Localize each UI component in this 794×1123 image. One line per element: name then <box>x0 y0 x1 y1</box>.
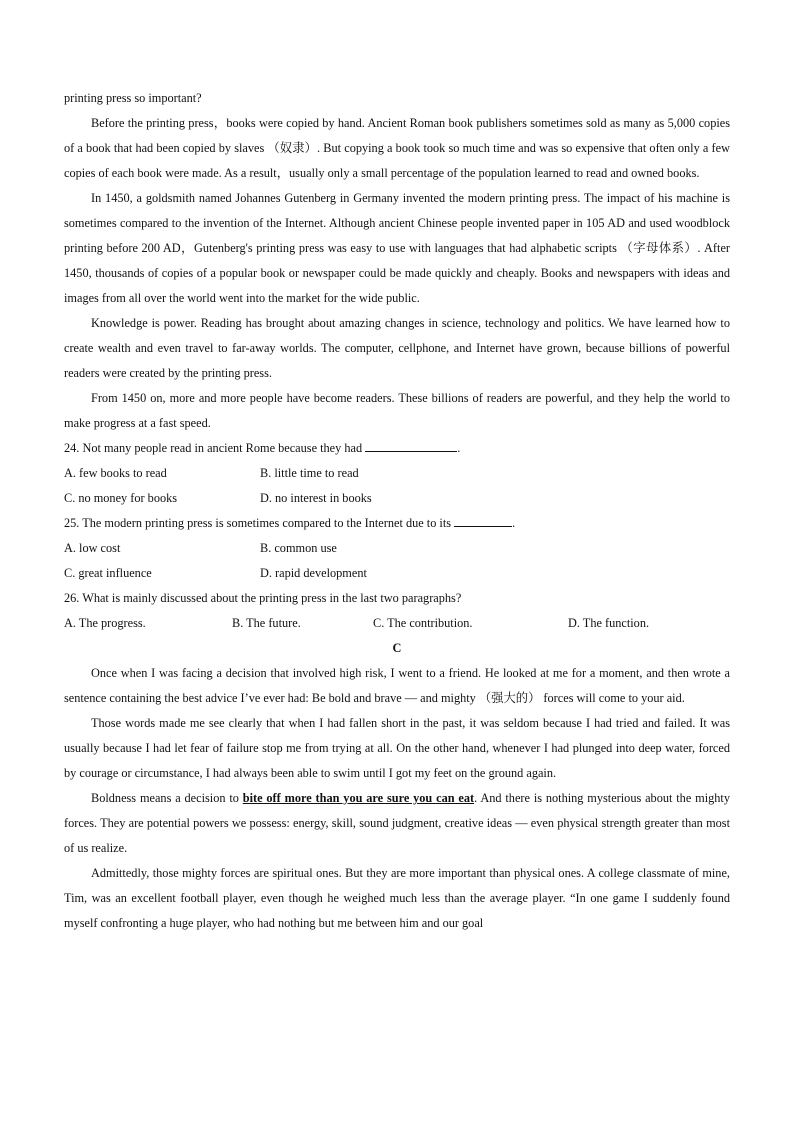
passage-b-paragraph-4: From 1450 on, more and more people have become readers. These billions of readers are powerful, and they help the world to make progress at a fast speed. <box>64 391 730 430</box>
section-c-underlined-phrase: bite off more than you are sure you can eat <box>242 791 475 805</box>
passage-b-paragraph-3: Knowledge is power. Reading has brought about amazing changes in science, technology and politics. We have learned how to create wealth and even travel to far-away worlds. The computer, cellphone, and Internet have grown, because billions of powerful readers were created by the printing press. <box>64 316 730 380</box>
question-24-options-row-2 <box>64 486 730 511</box>
section-c-paragraph-2: Those words made me see clearly that when I had fallen short in the past, it was seldom because I had tried and failed. It was usually because I had let fear of failure stop me from trying at all. On the other hand, whenever I had plunged into deep water, forced by courage or circumstance, I had always been able to swim until I got my feet on the ground again. <box>64 716 730 780</box>
question-25-options-row-2 <box>64 561 730 586</box>
section-c-paragraph-4: Admittedly, those mighty forces are spiritual ones. But they are more important than physical ones. A college classmate of mine, Tim, was an excellent football player, even though he weighed much less than the average player. “In one game I suddenly found myself confronting a huge player, who had nothing but me between him and our goal <box>64 866 730 930</box>
question-26-stem: 26. What is mainly discussed about the printing press in the last two paragraphs? <box>64 591 462 605</box>
question-25-option-d: D. rapid development <box>260 566 367 580</box>
question-24-end: . <box>457 441 461 455</box>
question-26-option-b: B. The future. <box>232 616 301 630</box>
question-25-option-c: C. great influence <box>64 566 152 580</box>
question-26-option-a: A. The progress. <box>64 616 146 630</box>
passage-b-fragment: printing press so important? <box>64 91 202 105</box>
question-25-stem: 25. The modern printing press is sometimes compared to the Internet due to its <box>64 516 452 530</box>
question-25 <box>64 511 730 536</box>
question-24-stem: 24. Not many people read in ancient Rome because they had <box>64 441 363 455</box>
document-page <box>64 86 730 936</box>
question-25-option-b: B. common use <box>260 541 337 555</box>
question-24-option-a: A. few books to read <box>64 466 167 480</box>
question-25-blank <box>454 512 512 527</box>
section-c-paragraph-3-after: . And there is nothing mysterious about the mighty forces. They are potential powers we possess: energy, skill, sound judgment, creative ideas — even physical strength greater than most of us realize. <box>64 791 730 855</box>
question-26 <box>64 586 730 611</box>
question-24-blank <box>365 437 457 452</box>
question-24-option-d: D. no interest in books <box>260 491 372 505</box>
section-c-paragraph-1: Once when I was facing a decision that involved high risk, I went to a friend. He looked at me for a moment, and then wrote a sentence containing the best advice I’ve ever had: Be bold and brave — and mighty （强大的） forces will come to your aid. <box>64 666 730 705</box>
question-24 <box>64 436 730 461</box>
question-26-options <box>64 611 730 636</box>
question-24-option-b: B. little time to read <box>260 466 359 480</box>
question-26-option-c: C. The contribution. <box>373 616 473 630</box>
section-c-paragraph-3-before: Boldness means a decision to <box>91 791 243 805</box>
question-25-option-a: A. low cost <box>64 541 121 555</box>
passage-b-paragraph-2: In 1450, a goldsmith named Johannes Gutenberg in Germany invented the modern printing press. The impact of his machine is sometimes compared to the invention of the Internet. Although ancient Chinese people invented paper in 105 AD and used woodblock printing before 200 AD，Gutenberg's printing press was easy to use with languages that had alphabetic scripts （字母体系）. After 1450, thousands of copies of a popular book or newspaper could be made quickly and cheaply. Books and newspapers with ideas and images from all over the world went into the market for the wide public. <box>64 191 730 305</box>
question-25-end: . <box>512 516 516 530</box>
section-c-paragraph-3 <box>64 786 730 861</box>
question-25-options-row-1 <box>64 536 730 561</box>
question-26-option-d: D. The function. <box>568 616 650 630</box>
question-24-option-c: C. no money for books <box>64 491 178 505</box>
section-c-heading: C <box>392 641 402 655</box>
question-24-options-row-1 <box>64 461 730 486</box>
passage-b-paragraph-1: Before the printing press，books were copied by hand. Ancient Roman book publishers sometimes sold as many as 5,000 copies of a book that had been copied by slaves （奴隶）. But copying a book took so much time and was so expensive that often only a few copies of each book were made. As a result，usually only a small percentage of the population learned to read and owned books. <box>64 116 730 180</box>
